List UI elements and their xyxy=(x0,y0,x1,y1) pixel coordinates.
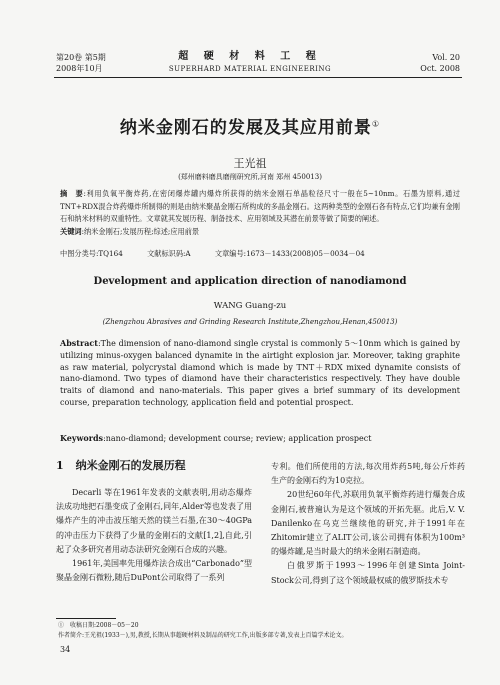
footnote-rule xyxy=(56,618,116,619)
keywords-cn-label: 关键词 xyxy=(60,226,82,236)
affiliation-en: (Zhengzhou Abrasives and Grinding Research Institute,Zhengzhou,Henan,450013) xyxy=(102,318,398,326)
section-heading xyxy=(56,457,186,473)
footnote-author-bio: 作者简介:王光祖(1933－),男,教授,长期从事超硬材料及制品的研究工作,出版多部专著,发表上百篇学术论文。 xyxy=(58,632,348,639)
header-rule xyxy=(54,77,462,78)
clc-number: 中图分类号:TQ164 xyxy=(60,249,123,258)
body-paragraph: 1961年,美国率先用爆炸法合成出“Carbonado”型聚晶金刚石微粉,随后DuPont公司取得了一系列 xyxy=(56,559,252,583)
abstract-cn-label: 摘 要 xyxy=(60,189,84,198)
keywords-en-label: Keywords xyxy=(60,433,104,443)
section-number: 1 xyxy=(56,459,64,472)
keywords-en-text: :nano-diamond; development course; review; application prospect xyxy=(103,434,372,443)
body-paragraph: 白俄罗斯于1993～1996年创建Sinta Joint-Stock公司,得到了这个领域最权威的俄罗斯技术专 xyxy=(271,561,465,585)
journal-masthead xyxy=(150,50,350,74)
body-paragraph-continued: 专利。他们所使用的方法,每次用炸药5吨,每公斤炸药生产的金刚石约为10克拉。 xyxy=(271,462,465,486)
page-number: 34 xyxy=(60,645,71,654)
abstract-en xyxy=(60,338,460,409)
author-cn: 王光祖 xyxy=(233,157,267,170)
article-title-en: Development and application direction of nanodiamond xyxy=(93,276,407,287)
body-paragraph: Decarli 等在1961年发表的文献表明,用动态爆炸法成功地把石墨变成了金刚石,同年,Alder等也发表了用爆炸产生的冲击波压缩天然的镁兰石墨,在30～40GPa的冲击压力下获得了少量的金刚石的文献[1,2],自此,引起了众多研究者用动态法研究金刚石合成的兴趣。 xyxy=(56,488,252,554)
volume-number: Vol. 20 xyxy=(432,53,460,62)
abstract-en-text: :The dimension of nano-diamond single crystal is commonly 5～10nm which is gained by utilizing minus-oxygen balanced dynamite in the airtight explosion jar. Moreover, taking graphite as raw material, polycrystal diamond which is made by TNT＋RDX mixed dynamite consists of nano-diamond. Two types of diamond have their characteristics respectively. They have double traits of diamond and nano-materials. This paper gives a brief summary of its development course, preparation technology, application field and potential prospect. xyxy=(60,339,460,407)
section-title: 纳米金刚石的发展历程 xyxy=(75,459,186,472)
article-title-cn xyxy=(0,113,500,138)
journal-name-cn: 超 硬 材 料 工 程 xyxy=(178,51,322,62)
abstract-cn xyxy=(60,188,460,238)
article-number: 文章编号:1673－1433(2008)05－0034－04 xyxy=(214,249,365,258)
keywords-en xyxy=(60,433,460,444)
issue-volume: 第20卷 第5期 xyxy=(56,53,106,62)
document-code: 文献标识码:A xyxy=(147,249,191,258)
left-column xyxy=(56,486,252,585)
journal-name-en: SUPERHARD MATERIAL ENGINEERING xyxy=(168,65,332,73)
volume-date: Oct. 2008 xyxy=(420,64,460,73)
right-column xyxy=(271,460,465,588)
author-en: WANG Guang-zu xyxy=(213,301,287,311)
classification-line xyxy=(60,249,387,259)
volume-info xyxy=(420,52,460,74)
footnote-received: ① 收稿日期:2008－05－20 xyxy=(58,622,139,629)
abstract-en-label: Abstract xyxy=(60,338,98,348)
issue-info xyxy=(56,52,106,74)
keywords-cn-text: :纳米金刚石;发展历程;综述;应用前景 xyxy=(81,226,200,236)
issue-date: 2008年10月 xyxy=(56,64,103,73)
title-footnote-mark: ① xyxy=(371,119,381,129)
affiliation-cn: (郑州磨料磨具磨削研究所,河南 郑州 450013) xyxy=(178,173,322,181)
body-paragraph: 20世纪60年代,苏联用负氧平衡炸药进行爆轰合成金刚石,被普遍认为是这个领域的开拓先驱。此后,V. V. Danilenko在乌克兰继续他的研究,并于1991年在Zhitomir建立了ALIT公司,该公司拥有体积为100m³的爆炸罐,是当时最大的纳米金刚石制造商。 xyxy=(271,490,465,557)
abstract-cn-text: :利用负氧平衡炸药,在密闭爆炸罐内爆炸所获得的纳米金刚石单晶粒径尺寸一般在5~10nm。石墨为原料,通过TNT+RDX混合炸药爆炸所制得的则是由纳米聚晶金刚石所构成的多晶金刚石。这两种类型的金刚石各有特点,它们均兼有金刚石和纳米材料的双重特性。文章就其发展历程、制备技术、应用领域及其潜在前景等做了简要的阐述。 xyxy=(60,189,460,223)
title-text: 纳米金刚石的发展及其应用前景 xyxy=(119,118,372,138)
